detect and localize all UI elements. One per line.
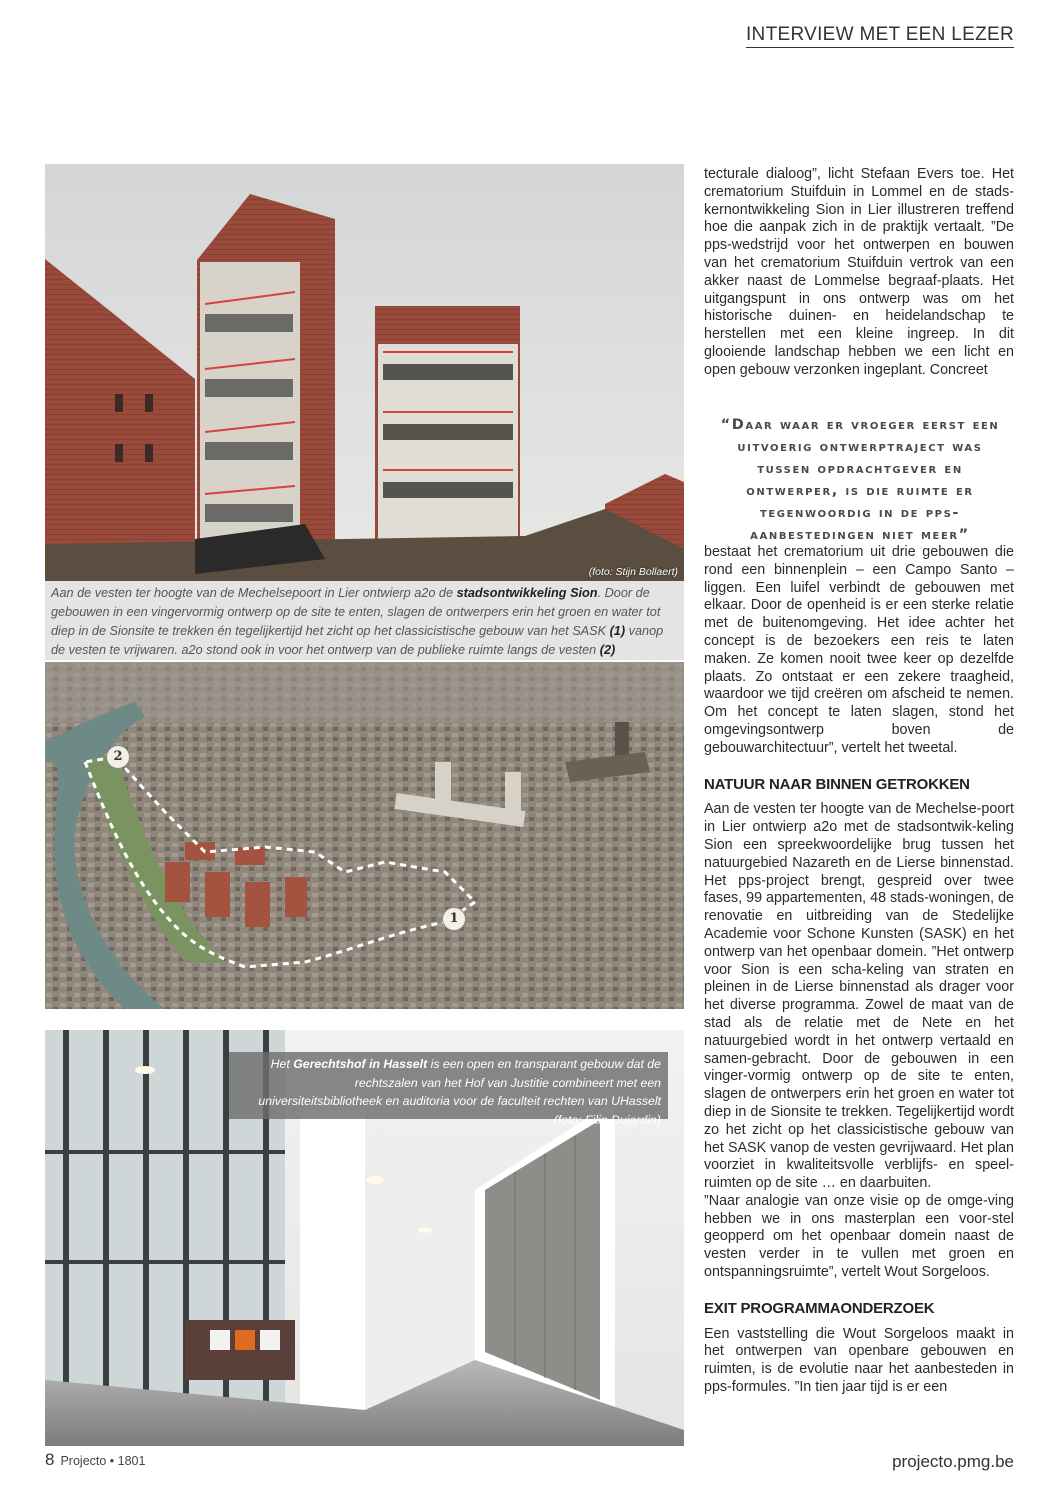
pull-quote: “Daar waar er vroeger eerst een uitvoerig ontwerptraject was tussen opdrachtgever en ontwerper, is die ruimte er tegenwoordig in de pps-aanbestedingen niet meer” (720, 417, 1000, 543)
caption-sion: Aan de vesten ter hoogte van de Mechelsepoort in Lier ontwierp a2o de stadsontwikkeling Sion. Door de gebouwen in een vingervormig ontwerp op de site te enten, slagen de ontwerpers erin het groen en water tot diep in de Sionsite te trekken én tegelijkertijd het zicht op het classicistische gebouw van het SASK (1) vanop de vesten te vrijwaren. a2o stond ook in voor het ontwerp van de publieke ruimte langs de vesten (2) (45, 581, 684, 660)
paragraph: ”Naar analogie van onze visie op de omge-ving hebben we in ons masterplan een voor-stel geopperd om het openbaar domein naast de vesten verder in te vullen met groen en ontspanningsruimte”, vertelt Wout Sorgeloos. (704, 1192, 1014, 1281)
footer-page-info (45, 1450, 145, 1470)
article-column-top (704, 166, 1014, 380)
photo-credit: (foto: Stijn Bollaert) (588, 566, 678, 578)
subheading-exit: EXIT PROGRAMMAONDERZOEK (704, 1299, 935, 1317)
photo-sion-buildings (45, 164, 684, 581)
paragraph: tecturale dialoog”, licht Stefaan Evers toe. Het crematorium Stuifduin in Lommel en de stads-kernontwikkeling Sion in Lier illustreren treffend hoe die aanpak zich in de praktijk vertaalt. ”De pps-wedstrijd voor het ontwerpen en bouwen van het crematorium Stuifduin vertrok van een akker naast de Lommelse begraaf-plaats. Het uitgangspunt in ons ontwerp was om het historische duinen- en heidelandschap te herstellen met een kleine ingreep. In dit glooiende landschap hebben we een licht en open gebouw verzonken ingeplant. Concreet (704, 166, 1014, 378)
article-column-bottom (704, 544, 1014, 1397)
footer-url-link[interactable]: projecto.pmg.be (892, 1452, 1014, 1471)
paragraph: Een vaststelling die Wout Sorgeloos maakt in het ontwerpen van openbare gebouwen en ruimten, is de evolutie naar het aanbesteden in pps-formules. ”In tien jaar tijd is er een (704, 1325, 1014, 1396)
map-marker-2: 2 (106, 745, 130, 769)
subheading-natuur: NATUUR NAAR BINNEN GETROKKEN (704, 775, 970, 793)
paragraph: bestaat het crematorium uit drie gebouwen die rond een binnenplein – een Campo Santo – liggen. Een luifel verbindt de gebouwen met elkaar. Door de openheid is er een sterke relatie met de buitenomgeving. Het idee achter het concept is de bezoekers een reis te laten maken. Ze komen nooit twee keer op dezelfde plaats. Zo ontstaat er een zekere traagheid, waardoor we tijd creëren om afscheid te nemen. Om het concept te laten slagen, stond het omgevingsontwerp boven de gebouwarchitectuur”, vertelt het tweetal. (704, 544, 1014, 756)
section-header: INTERVIEW MET EEN LEZER (746, 24, 1014, 48)
aerial-photo-lier (45, 662, 684, 1009)
caption-gerechtshof: Het Gerechtshof in Hasselt is een open en transparant gebouw dat de rechtszalen van het Hof van Justitie combineert met een universiteitsbibliotheek en auditoria voor de faculteit rechten van UHasselt (foto: Filip Dujardin) (229, 1052, 668, 1119)
paragraph: Aan de vesten ter hoogte van de Mechelse-poort in Lier ontwierp a2o met de stadsontwik-keling Sion een spreekwoordelijke brug tussen het natuurgebied Nazareth en de Lierse binnenstad. Het pps-project brengt, gespreid over twee fases, 99 appartementen, 48 stads-woningen, de renovatie en uitbreiding van de Stedelijke Academie voor Schone Kunsten (SASK) en het ontwerp van het openbaar domein. ”Het ontwerp voor Sion is een scha-keling van straten en pleinen in de Lierse binnenstad als drager voor het diverse programma. Zowel de maat van de stad als de relatie met de Nete en het natuurgebied wordt in het ontwerp vertaald en samen-gebracht. Door de gebouwen in een vinger-vormig ontwerp op de site te enten, slagen de ontwerpers erin het groen en water tot diep in de Sionsite te trekken. Tegelijkertijd wordt zo het zicht op het classicistische gebouw van het SASK vanop de vesten gevrijwaard. Het plan voorziet in kwaliteitsvolle verblijfs- en speel-ruimten op de site … en daarbuiten. (704, 801, 1014, 1192)
page-number: 8 (45, 1450, 55, 1469)
magazine-issue: Projecto • 1801 (60, 1454, 146, 1468)
map-marker-1: 1 (442, 907, 466, 931)
